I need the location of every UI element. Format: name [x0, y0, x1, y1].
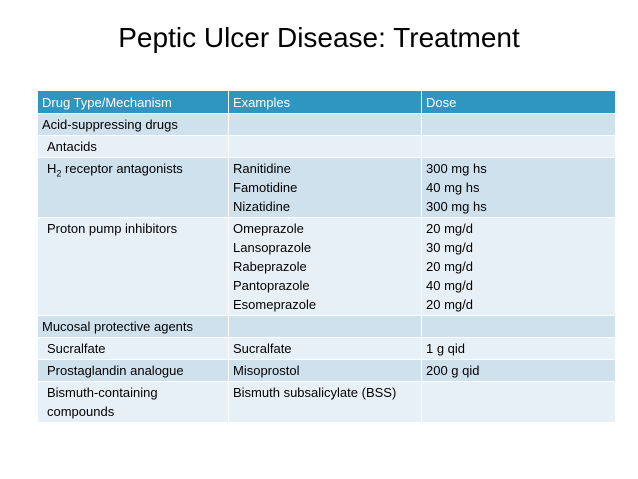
dose-cell: [422, 158, 616, 218]
example-item: Nizatidine: [233, 199, 291, 214]
examples-cell: [229, 158, 422, 218]
mechanism-cell: Bismuth-containing compounds: [38, 382, 229, 423]
dose-item: 20 mg/d: [426, 221, 473, 236]
table-row: [38, 136, 616, 158]
examples-cell: [229, 316, 422, 338]
examples-cell: Bismuth subsalicylate (BSS): [229, 382, 422, 423]
dose-item: 40 mg hs: [426, 180, 480, 195]
examples-cell: Sucralfate: [229, 338, 422, 360]
mechanism-cell: Acid-suppressing drugs: [38, 114, 229, 136]
dose-cell: 1 g qid: [422, 338, 616, 360]
dose-cell: [422, 114, 616, 136]
mechanism-h: H: [47, 161, 57, 176]
examples-cell: Misoprostol: [229, 360, 422, 382]
treatment-table: [37, 90, 616, 423]
mechanism-cell: Proton pump inhibitors: [38, 218, 229, 316]
examples-cell: [229, 218, 422, 316]
mechanism-cell: Sucralfate: [38, 338, 229, 360]
table-row: [38, 316, 616, 338]
dose-item: 20 mg/d: [426, 259, 473, 274]
dose-item: 300 mg hs: [426, 161, 487, 176]
slide-title: Peptic Ulcer Disease: Treatment: [118, 22, 520, 53]
table-row: [38, 382, 616, 423]
example-item: Rabeprazole: [233, 259, 307, 274]
mechanism-rest: receptor antagonists: [61, 161, 183, 176]
mechanism-cell: Mucosal protective agents: [38, 316, 229, 338]
dose-cell: [422, 218, 616, 316]
mechanism-cell: Prostaglandin analogue: [38, 360, 229, 382]
example-item: Omeprazole: [233, 221, 304, 236]
mechanism-cell: Antacids: [38, 136, 229, 158]
example-item: Pantoprazole: [233, 278, 310, 293]
examples-cell: [229, 136, 422, 158]
mechanism-subscript: 2: [56, 168, 62, 179]
examples-cell: [229, 114, 422, 136]
example-item: Famotidine: [233, 180, 298, 195]
dose-cell: 200 g qid: [422, 360, 616, 382]
dose-cell: [422, 382, 616, 423]
mechanism-cell: [38, 158, 229, 218]
table-row: [38, 338, 616, 360]
example-item: Lansoprazole: [233, 240, 312, 255]
table-row: [38, 218, 616, 316]
dose-cell: [422, 316, 616, 338]
dose-item: 20 mg/d: [426, 297, 473, 312]
table-row: [38, 360, 616, 382]
example-item: Ranitidine: [233, 161, 291, 176]
table-header-row: [38, 91, 616, 114]
example-item: Esomeprazole: [233, 297, 317, 312]
table-row: [38, 158, 616, 218]
dose-item: 40 mg/d: [426, 278, 473, 293]
dose-item: 300 mg hs: [426, 199, 487, 214]
dose-cell: [422, 136, 616, 158]
header-examples: Examples: [229, 91, 422, 114]
header-dose: Dose: [422, 91, 616, 114]
dose-item: 30 mg/d: [426, 240, 473, 255]
header-drug-type: Drug Type/Mechanism: [38, 91, 229, 114]
table-row: [38, 114, 616, 136]
